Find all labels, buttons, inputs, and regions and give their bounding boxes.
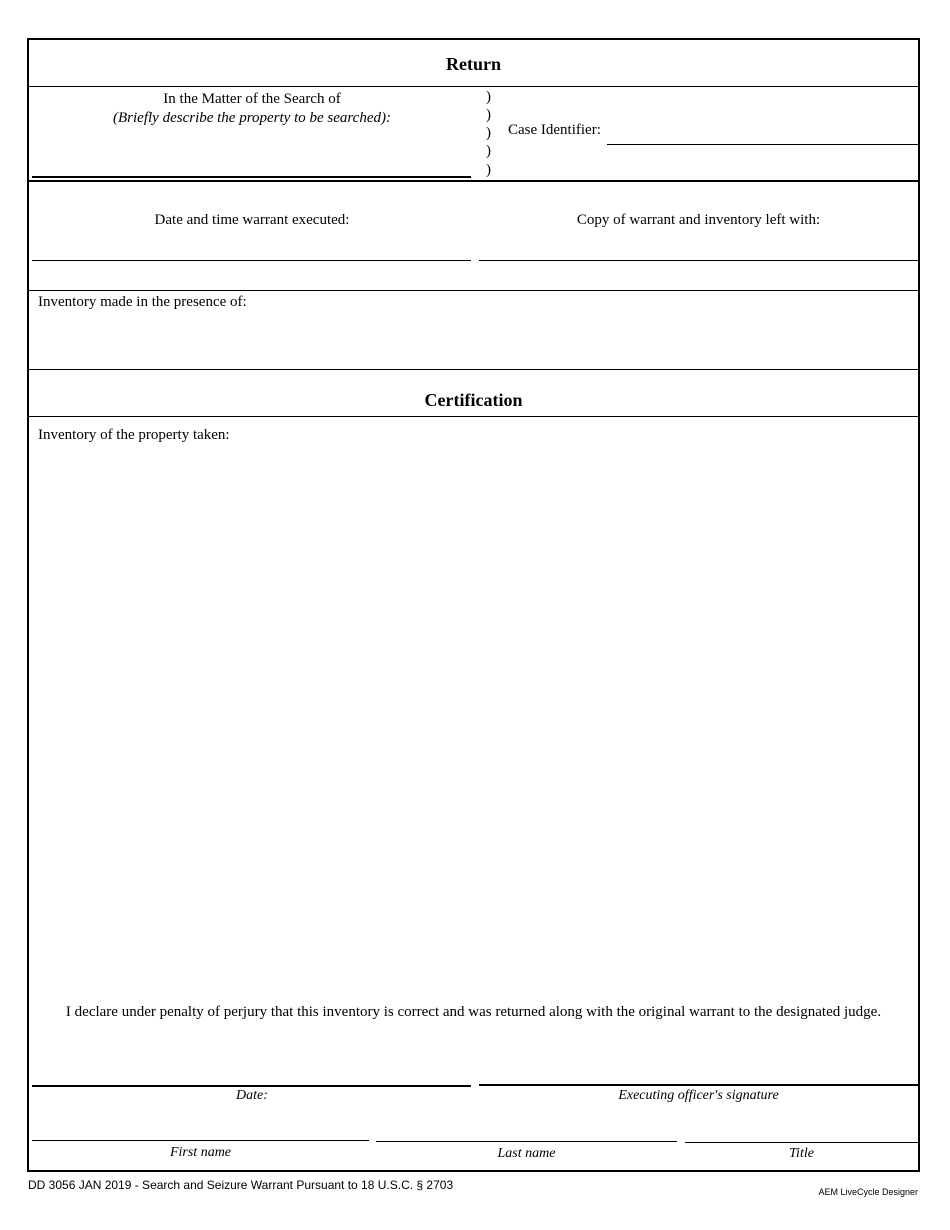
title-field[interactable] [685,1110,917,1138]
last-name-field[interactable] [376,1110,676,1138]
inventory-taken-field[interactable] [38,448,914,988]
first-name-field[interactable] [32,1110,368,1138]
date-underline [32,1085,471,1087]
copy-left-with-field[interactable] [479,234,916,258]
designer-credit: AEM LiveCycle Designer [818,1187,918,1197]
date-time-field[interactable] [32,234,470,258]
last-name-underline [376,1141,677,1142]
inventory-presence-field[interactable] [38,314,914,364]
date-caption: Date: [236,1088,268,1103]
inventory-taken-label: Inventory of the property taken: [38,427,230,443]
form-id: DD 3056 JAN 2019 - Search and Seizure Warrant Pursuant to 18 U.S.C. § 2703 [28,1178,454,1192]
title-caption: Title [789,1146,814,1161]
signature-underline [479,1084,918,1086]
title-underline [685,1142,918,1143]
date-time-underline [32,260,471,261]
matter-line1: In the Matter of the Search of [163,91,341,107]
paren: ) [486,125,491,141]
paren: ) [486,162,491,178]
date-time-label: Date and time warrant executed: [154,212,350,228]
divider [29,86,918,87]
divider [29,290,918,291]
matter-line2: (Briefly describe the property to be searched): [113,110,391,126]
divider [29,416,918,417]
paren: ) [486,143,491,159]
paren: ) [486,89,491,105]
certification-title: Certification [424,390,523,410]
case-identifier-label: Case Identifier: [508,122,601,138]
first-name-underline [32,1140,369,1141]
return-title: Return [446,54,501,74]
matter-description-field[interactable] [32,125,470,175]
date-field[interactable] [32,1040,470,1084]
signature-caption: Executing officer's signature [618,1088,779,1103]
declaration-text: I declare under penalty of perjury that this inventory is correct and was returned along with the original warrant to the designated judge. [65,1004,882,1020]
divider [29,369,918,370]
inventory-presence-label: Inventory made in the presence of: [38,294,247,310]
officer-signature-field[interactable] [479,1040,917,1084]
divider [29,180,918,182]
matter-underline [32,176,471,178]
copy-left-with-underline [479,260,918,261]
case-identifier-field[interactable] [607,122,917,142]
first-name-caption: First name [169,1145,232,1160]
last-name-caption: Last name [497,1146,556,1161]
case-identifier-underline [607,144,918,145]
paren: ) [486,107,491,123]
copy-left-with-label: Copy of warrant and inventory left with: [576,212,821,228]
